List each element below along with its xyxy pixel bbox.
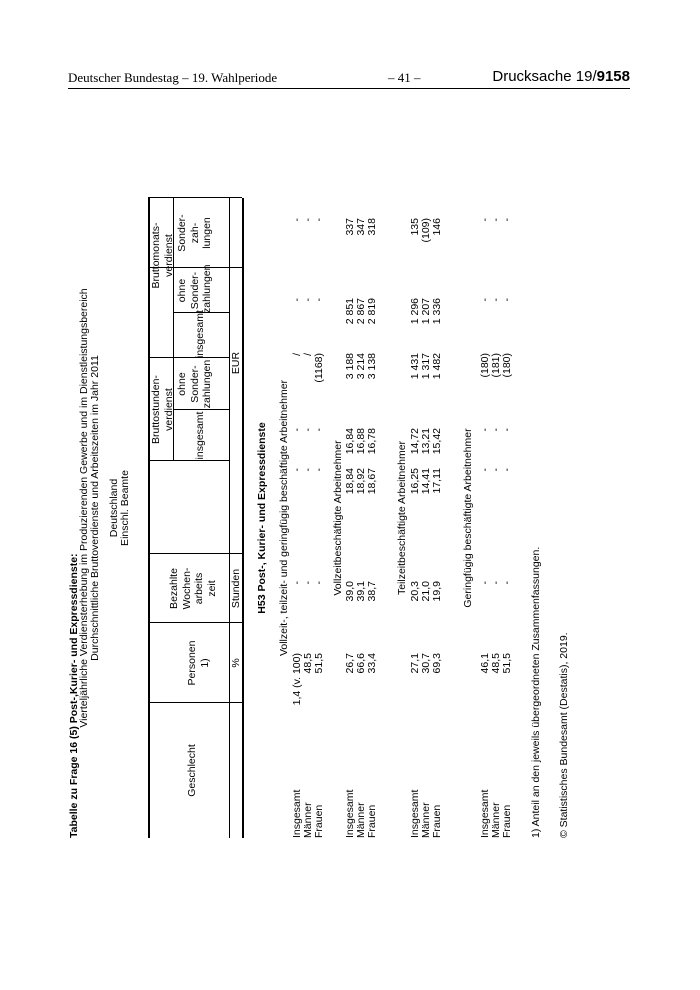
source-note: © Statistisches Bundesamt (Destatis), 2019. <box>558 632 570 838</box>
document-number <box>492 68 630 85</box>
cell-personen: 1,4 (v. 100) <box>291 653 303 706</box>
group-title: Geringfügig beschäftigte Arbeitnehmer <box>462 428 474 608</box>
cell-monats-insgesamt: 1 317 <box>420 353 432 380</box>
cell-stunden-insgesamt: 16,25 <box>409 468 421 495</box>
cell-stunden-ohne: 16,84 <box>344 428 356 455</box>
footnote: 1) Anteil an den jeweils übergeordneten Zusammenfassungen. <box>530 546 542 838</box>
cell-wochenzeit: - <box>291 581 303 585</box>
row-label: Männer <box>302 802 314 838</box>
cell-wochenzeit: 21,0 <box>420 581 432 602</box>
cell-stunden-ohne: 14,72 <box>409 428 421 455</box>
page-header <box>68 68 630 90</box>
cell-stunden-insgesamt: - <box>501 468 513 472</box>
rotated-table-page <box>68 178 628 838</box>
cell-wochenzeit: 39,0 <box>344 581 356 602</box>
cell-wochenzeit: - <box>479 581 491 585</box>
unit-hours: Stunden <box>230 568 242 609</box>
col-monats-group: Bruttomonats- verdienst <box>150 222 175 289</box>
cell-wochenzeit: - <box>501 581 513 585</box>
cell-monats-ohne: 1 296 <box>409 298 421 325</box>
cell-stunden-ohne: 13,21 <box>420 428 432 455</box>
cell-monats-insgesamt: 3 214 <box>355 353 367 380</box>
cell-personen: 30,7 <box>420 653 432 674</box>
unit-percent: % <box>230 658 242 668</box>
cell-personen: 26,7 <box>344 653 356 674</box>
cell-personen: 33,4 <box>366 653 378 674</box>
subtitle-4: Einschl. Beamte <box>119 470 131 546</box>
cell-wochenzeit: - <box>302 581 314 585</box>
cell-wochenzeit: 39,1 <box>355 581 367 602</box>
cell-monats-ohne: - <box>291 298 303 302</box>
col-stunden-insgesamt: insgesamt <box>194 411 206 460</box>
cell-personen: 51,5 <box>313 653 325 674</box>
cell-stunden-insgesamt: 14,41 <box>420 468 432 495</box>
cell-monats-insgesamt: / <box>302 353 314 356</box>
cell-monats-ohne: 2 819 <box>366 298 378 325</box>
cell-stunden-ohne: 16,88 <box>355 428 367 455</box>
cell-sonder: 135 <box>409 218 421 236</box>
cell-monats-insgesamt: / <box>291 353 303 356</box>
cell-sonder: - <box>501 218 513 222</box>
cell-monats-insgesamt: 1 431 <box>409 353 421 380</box>
cell-sonder: - <box>302 218 314 222</box>
cell-stunden-ohne: - <box>501 428 513 432</box>
cell-monats-insgesamt: 1 482 <box>431 353 443 380</box>
row-label: Insgesamt <box>409 789 421 838</box>
cell-monats-insgesamt: (180) <box>501 353 513 378</box>
cell-stunden-ohne: - <box>302 428 314 432</box>
cell-wochenzeit: 19,9 <box>431 581 443 602</box>
col-stunden-group: Bruttostunden- verdienst <box>150 375 175 444</box>
cell-wochenzeit: - <box>313 581 325 585</box>
cell-sonder: - <box>479 218 491 222</box>
cell-personen: 46,1 <box>479 653 491 674</box>
row-label: Insgesamt <box>344 789 356 838</box>
cell-stunden-insgesamt: 18,92 <box>355 468 367 495</box>
cell-stunden-ohne: - <box>490 428 502 432</box>
cell-wochenzeit: 38,7 <box>366 581 378 602</box>
cell-stunden-insgesamt: 18,67 <box>366 468 378 495</box>
cell-sonder: - <box>313 218 325 222</box>
cell-monats-insgesamt: 3 138 <box>366 353 378 380</box>
group-title: Vollzeitbeschäftigte Arbeitnehmer <box>332 440 344 596</box>
cell-monats-ohne: - <box>501 298 513 302</box>
doc-prefix: Drucksache <box>492 68 572 85</box>
cell-monats-insgesamt: (180) <box>479 353 491 378</box>
cell-stunden-ohne: 15,42 <box>431 428 443 455</box>
cell-personen: 69,3 <box>431 653 443 674</box>
col-monats-ohne: ohne Sonder- zahlungen <box>176 264 213 313</box>
cell-monats-ohne: 2 867 <box>355 298 367 325</box>
row-label: Frauen <box>431 804 443 838</box>
row-label: Frauen <box>366 804 378 838</box>
doc-number-light: 19/ <box>575 68 597 85</box>
row-label: Insgesamt <box>291 789 303 838</box>
cell-wochenzeit: 20,3 <box>409 581 421 602</box>
col-personen: Personen 1) <box>186 640 211 686</box>
cell-sonder: - <box>490 218 502 222</box>
cell-monats-ohne: - <box>313 298 325 302</box>
cell-personen: 48,5 <box>490 653 502 674</box>
row-label: Insgesamt <box>479 789 491 838</box>
row-label: Männer <box>420 802 432 838</box>
header-bottom-rule <box>242 198 244 838</box>
cell-monats-ohne: - <box>479 298 491 302</box>
cell-sonder: 318 <box>366 218 378 236</box>
table-title: Tabelle zu Frage 16 (5) Post-,Kurier- und Expressdienste: <box>68 553 80 838</box>
doc-number-bold: 9158 <box>596 68 630 85</box>
subtitle-1: Vierteljährliche Verdiensterhebung im Produzierenden Gewerbe und im Dienstleistungsbereich <box>78 288 90 728</box>
section-title: H53 Post-, Kurier- und Expressdienste <box>256 422 268 614</box>
cell-stunden-ohne: - <box>291 428 303 432</box>
cell-personen: 66,6 <box>355 653 367 674</box>
header-rule <box>68 88 630 89</box>
col-stunden-ohne: ohne Sonder- zahlungen <box>176 359 213 409</box>
cell-personen: 51,5 <box>501 653 513 674</box>
cell-wochenzeit: - <box>490 581 502 585</box>
row-label: Frauen <box>313 804 325 838</box>
header-left: Deutscher Bundestag – 19. Wahlperiode <box>68 70 278 85</box>
cell-stunden-insgesamt: 17,11 <box>431 468 443 494</box>
cell-sonder: 146 <box>431 218 443 236</box>
cell-sonder: (109) <box>420 218 432 243</box>
page-number: – 41 – <box>388 70 421 85</box>
cell-stunden-ohne: 16,78 <box>366 428 378 455</box>
subtitle-2: Durchschnittliche Bruttoverdienste und Arbeitszeiten im Jahr 2011 <box>89 355 101 661</box>
cell-monats-ohne: 1 207 <box>420 298 432 325</box>
cell-stunden-ohne: - <box>313 428 325 432</box>
cell-stunden-insgesamt: - <box>490 468 502 472</box>
cell-stunden-insgesamt: - <box>313 468 325 472</box>
cell-monats-ohne: 1 336 <box>431 298 443 325</box>
group-title: Teilzeitbeschäftigte Arbeitnehmer <box>396 440 408 596</box>
cell-monats-insgesamt: (181) <box>490 353 502 378</box>
subtitle-3: Deutschland <box>108 478 120 538</box>
row-label: Männer <box>490 802 502 838</box>
col-geschlecht: Geschlecht <box>186 744 198 797</box>
cell-sonder: 337 <box>344 218 356 236</box>
cell-stunden-ohne: - <box>479 428 491 432</box>
col-wochenzeit: Bezahlte Wochen- arbeits zeit <box>168 567 218 610</box>
row-label: Männer <box>355 802 367 838</box>
cell-stunden-insgesamt: - <box>291 468 303 472</box>
row-label: Frauen <box>501 804 513 838</box>
cell-monats-ohne: 2 851 <box>344 298 356 325</box>
group-title: Vollzeit-, teilzeit- und geringfügig beschäftigte Arbeitnehmer <box>278 379 290 657</box>
cell-stunden-insgesamt: - <box>479 468 491 472</box>
cell-stunden-insgesamt: - <box>302 468 314 472</box>
cell-monats-ohne: - <box>302 298 314 302</box>
cell-monats-insgesamt: 3 188 <box>344 353 356 380</box>
cell-sonder: - <box>291 218 303 222</box>
col-sonderzahlungen: Sonder- zah- lungen <box>176 214 213 252</box>
cell-sonder: 347 <box>355 218 367 236</box>
cell-monats-insgesamt: (1168) <box>313 353 325 383</box>
cell-personen: 27,1 <box>409 653 421 674</box>
cell-monats-ohne: - <box>490 298 502 302</box>
unit-eur: EUR <box>230 351 242 375</box>
cell-personen: 48,5 <box>302 653 314 674</box>
cell-stunden-insgesamt: 18,84 <box>344 468 356 495</box>
col-monats-insgesamt: insgesamt <box>194 310 206 358</box>
